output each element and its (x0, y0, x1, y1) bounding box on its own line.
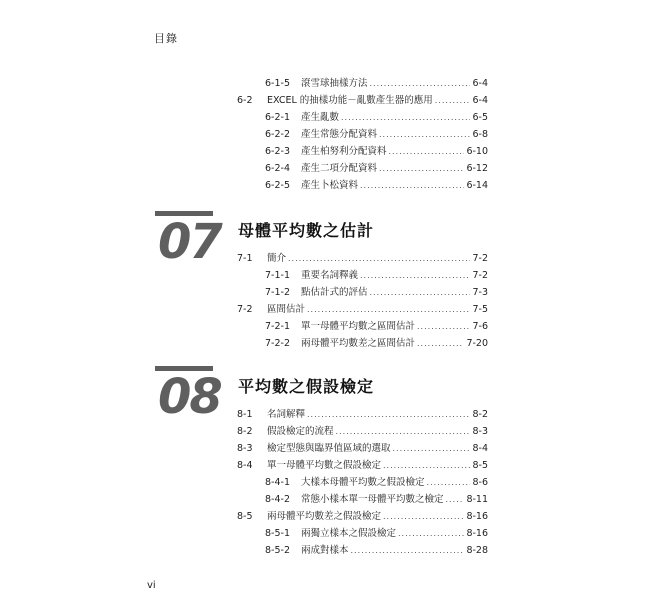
leader-dots (446, 495, 465, 505)
toc-title: 假設檢定的流程 (267, 426, 334, 437)
toc-page: 6-12 (466, 163, 488, 174)
toc-title: 產生常態分配資料 (301, 129, 378, 140)
leader-dots (379, 164, 464, 174)
toc-title: 兩母體平均數差之假設檢定 (267, 511, 382, 522)
toc-page: 8-2 (472, 409, 488, 420)
toc-title: 產生二項分配資料 (301, 163, 378, 174)
toc-title: 產生柏努利分配資料 (301, 146, 387, 157)
toc-title: 區間估計 (267, 304, 306, 315)
leader-dots (417, 322, 470, 332)
toc-page: 7-5 (472, 304, 488, 315)
leader-dots (383, 512, 464, 522)
toc-entry[interactable] (237, 93, 488, 109)
toc-page: 8-5 (472, 460, 488, 471)
toc-entry[interactable] (265, 110, 488, 126)
toc-page: 7-2 (472, 253, 488, 264)
leader-dots (307, 410, 470, 420)
toc-number: 8-5 (237, 511, 253, 522)
toc-title: 產生亂數 (301, 112, 340, 123)
leader-dots (341, 113, 470, 123)
toc-entry[interactable] (265, 543, 488, 559)
toc-number: 6-2-1 (265, 112, 290, 123)
toc-page: 6-4 (472, 78, 488, 89)
toc-number: 8-4-1 (265, 477, 290, 488)
toc-number: 8-4-2 (265, 494, 290, 505)
leader-dots (427, 478, 471, 488)
toc-number: 6-2 (237, 95, 253, 106)
toc-title: 名詞解釋 (267, 409, 306, 420)
toc-number: 6-2-5 (265, 180, 290, 191)
toc-entry[interactable] (265, 319, 488, 335)
chapter-title: 母體平均數之估計 (238, 221, 375, 240)
toc-title: EXCEL 的抽樣功能－亂數產生器的應用 (267, 95, 433, 106)
toc-page: 8-16 (466, 511, 488, 522)
toc-number: 6-2-3 (265, 146, 290, 157)
toc-page: 7-3 (472, 287, 488, 298)
toc-entry[interactable] (265, 178, 488, 194)
toc-page: 7-6 (472, 321, 488, 332)
toc-number: 8-3 (237, 443, 253, 454)
toc-number: 7-1 (237, 253, 253, 264)
toc-title: 單一母體平均數之區間估計 (301, 321, 416, 332)
toc-page: 8-16 (466, 528, 488, 539)
toc-number: 6-1-5 (265, 78, 290, 89)
leader-dots (288, 254, 470, 264)
toc-number: 8-2 (237, 426, 253, 437)
toc-entry[interactable] (265, 161, 488, 177)
chapter-number: 08 (158, 369, 221, 425)
toc-page: 8-11 (466, 494, 488, 505)
toc-number: 6-2-2 (265, 129, 290, 140)
toc-entry[interactable] (237, 441, 488, 457)
toc-title: 兩獨立樣本之假設檢定 (301, 528, 397, 539)
leader-dots (393, 444, 471, 454)
toc-title: 簡介 (267, 253, 287, 264)
toc-number: 7-2-1 (265, 321, 290, 332)
toc-number: 8-4 (237, 460, 253, 471)
leader-dots (370, 79, 471, 89)
toc-entry[interactable] (265, 475, 488, 491)
toc-entry[interactable] (265, 144, 488, 160)
toc-title: 兩母體平均數差之區間估計 (301, 338, 416, 349)
toc-page: 8-6 (472, 477, 488, 488)
leader-dots (398, 529, 464, 539)
toc-number: 7-1-1 (265, 270, 290, 281)
toc-page: 8-4 (472, 443, 488, 454)
toc-page: 6-4 (472, 95, 488, 106)
toc-entry[interactable] (237, 509, 488, 525)
toc-entry[interactable] (265, 76, 488, 92)
toc-title: 點估計式的評估 (301, 287, 368, 298)
toc-page: 6-10 (466, 146, 488, 157)
toc-title: 單一母體平均數之假設檢定 (267, 460, 382, 471)
leader-dots (435, 96, 471, 106)
toc-entry[interactable] (237, 424, 488, 440)
leader-dots (370, 288, 471, 298)
toc-page: 8-3 (472, 426, 488, 437)
toc-number: 7-1-2 (265, 287, 290, 298)
toc-entry[interactable] (237, 407, 488, 423)
toc-page: 7-2 (472, 270, 488, 281)
toc-page: 7-20 (466, 338, 488, 349)
toc-title: 產生卜松資料 (301, 180, 359, 191)
toc-page: 6-8 (472, 129, 488, 140)
leader-dots (383, 461, 470, 471)
page-number: vi (147, 580, 156, 591)
toc-number: 7-2-2 (265, 338, 290, 349)
toc-title: 兩成對樣本 (301, 545, 349, 556)
toc-entry[interactable] (237, 458, 488, 474)
toc-number: 8-5-1 (265, 528, 290, 539)
leader-dots (360, 271, 470, 281)
toc-number: 7-2 (237, 304, 253, 315)
toc-number: 8-1 (237, 409, 253, 420)
toc-number: 6-2-4 (265, 163, 290, 174)
toc-title: 重要名詞釋義 (301, 270, 359, 281)
toc-entry[interactable] (265, 336, 488, 352)
toc-entry[interactable] (265, 492, 488, 508)
leader-dots (360, 181, 464, 191)
toc-page: 6-14 (466, 180, 488, 191)
running-header: 目錄 (154, 32, 178, 45)
leader-dots (307, 305, 470, 315)
leader-dots (351, 546, 465, 556)
leader-dots (379, 130, 470, 140)
leader-dots (389, 147, 465, 157)
chapter-number: 07 (158, 214, 221, 270)
toc-title: 滾雪球抽樣方法 (301, 78, 368, 89)
toc-entry[interactable] (237, 251, 488, 267)
chapter-title: 平均數之假設檢定 (238, 377, 375, 396)
toc-title: 常態小樣本單一母體平均數之檢定 (301, 494, 444, 505)
toc-entry[interactable] (265, 268, 488, 284)
toc-title: 檢定型態與臨界值區域的選取 (267, 443, 391, 454)
toc-entry[interactable] (265, 526, 488, 542)
toc-title: 大樣本母體平均數之假設檢定 (301, 477, 425, 488)
leader-dots (336, 427, 471, 437)
toc-entry[interactable] (237, 302, 488, 318)
toc-entry[interactable] (265, 127, 488, 143)
toc-number: 8-5-2 (265, 545, 290, 556)
toc-entry[interactable] (265, 285, 488, 301)
toc-page: 6-5 (472, 112, 488, 123)
toc-page: 8-28 (466, 545, 488, 556)
leader-dots (417, 339, 464, 349)
